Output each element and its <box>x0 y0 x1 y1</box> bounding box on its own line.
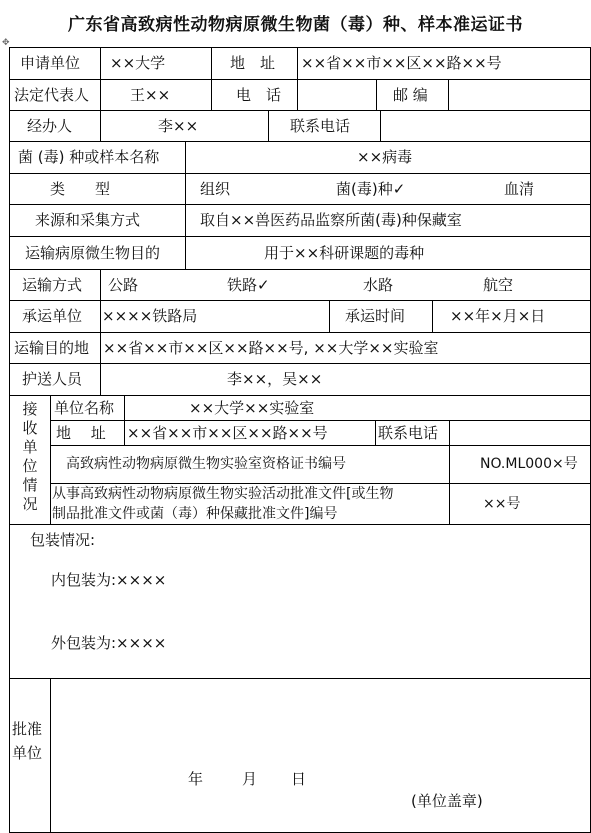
sample-name-label: 菌 (毒) 种或样本名称 <box>18 148 160 166</box>
legal-rep-value: 王×× <box>130 86 171 104</box>
source-label: 来源和采集方式 <box>35 211 141 229</box>
type-option-tissue: 组织 <box>200 180 231 198</box>
transport-mode-label: 运输方式 <box>22 276 83 294</box>
carrier-value: ××××铁路局 <box>102 307 198 325</box>
address-label: 地 址 <box>230 54 276 72</box>
packaging-label: 包装情况: <box>30 531 96 549</box>
source-value: 取自××兽医药品监察所菌(毒)种保藏室 <box>200 211 462 229</box>
approval-doc-value: ××号 <box>483 496 521 512</box>
handler-value: 李×× <box>158 117 199 135</box>
document-title: 广东省高致病性动物病原微生物菌（毒）种、样本准运证书 <box>68 15 523 35</box>
packaging-inner: 内包装为:×××× <box>51 571 167 589</box>
mode-water: 水路 <box>363 276 394 294</box>
applicant-value: ××大学 <box>110 54 166 72</box>
receiver-address-label: 地 址 <box>56 424 106 442</box>
legal-rep-label: 法定代表人 <box>14 86 90 104</box>
approval-doc-label-line1: 从事高致病性动物病原微生物实验活动批准文件[或生物 <box>52 486 394 502</box>
type-label: 类 型 <box>50 180 111 198</box>
type-option-strain: 菌(毒)种✓ <box>336 180 406 198</box>
approval-doc-label-line2: 制品批准文件或菌（毒）种保藏批准文件]编号 <box>52 506 338 522</box>
receiver-unit-name-label: 单位名称 <box>54 399 115 417</box>
type-option-serum: 血清 <box>504 180 535 198</box>
escort-value: 李××，吴×× <box>227 370 323 388</box>
mode-road: 公路 <box>108 276 139 294</box>
approval-year: 年 <box>188 770 204 788</box>
applicant-label: 申请单位 <box>20 54 81 72</box>
purpose-value: 用于××科研课题的毒种 <box>264 244 425 262</box>
destination-label: 运输目的地 <box>14 339 90 357</box>
approval-month: 月 <box>242 770 258 788</box>
mode-rail: 铁路✓ <box>227 276 270 294</box>
receiver-side-label: 接 收 单 位 情 况 <box>22 400 38 513</box>
carrier-label: 承运单位 <box>22 307 83 325</box>
handler-label: 经办人 <box>27 117 73 135</box>
carry-time-value: ××年×月×日 <box>450 307 546 325</box>
receiver-address-value: ××省××市××区××路××号 <box>127 424 328 442</box>
destination-value: ××省××市××区××路××号, ××大学××实验室 <box>103 339 439 357</box>
approval-seal-note: (单位盖章) <box>411 792 483 810</box>
postcode-label: 邮 编 <box>393 86 428 104</box>
contact-phone-label: 联系电话 <box>290 117 351 135</box>
purpose-label: 运输病原微生物目的 <box>25 244 161 262</box>
approval-day: 日 <box>291 770 307 788</box>
approval-side-label: 批准 单位 <box>12 720 43 762</box>
receiver-contact-phone-label: 联系电话 <box>378 424 439 442</box>
sample-name-value: ××病毒 <box>357 148 413 166</box>
packaging-outer: 外包装为:×××× <box>51 634 167 652</box>
carry-time-label: 承运时间 <box>345 307 406 325</box>
receiver-unit-name-value: ××大学××实验室 <box>189 399 315 417</box>
lab-cert-value: NO.ML000×号 <box>480 456 578 472</box>
mode-air: 航空 <box>483 276 514 294</box>
escort-label: 护送人员 <box>22 370 83 388</box>
table-anchor-icon: ✥ <box>2 38 10 48</box>
address-value: ××省××市××区××路××号 <box>301 54 502 72</box>
phone-label: 电 话 <box>236 86 282 104</box>
lab-cert-label: 高致病性动物病原微生物实验室资格证书编号 <box>66 456 346 472</box>
